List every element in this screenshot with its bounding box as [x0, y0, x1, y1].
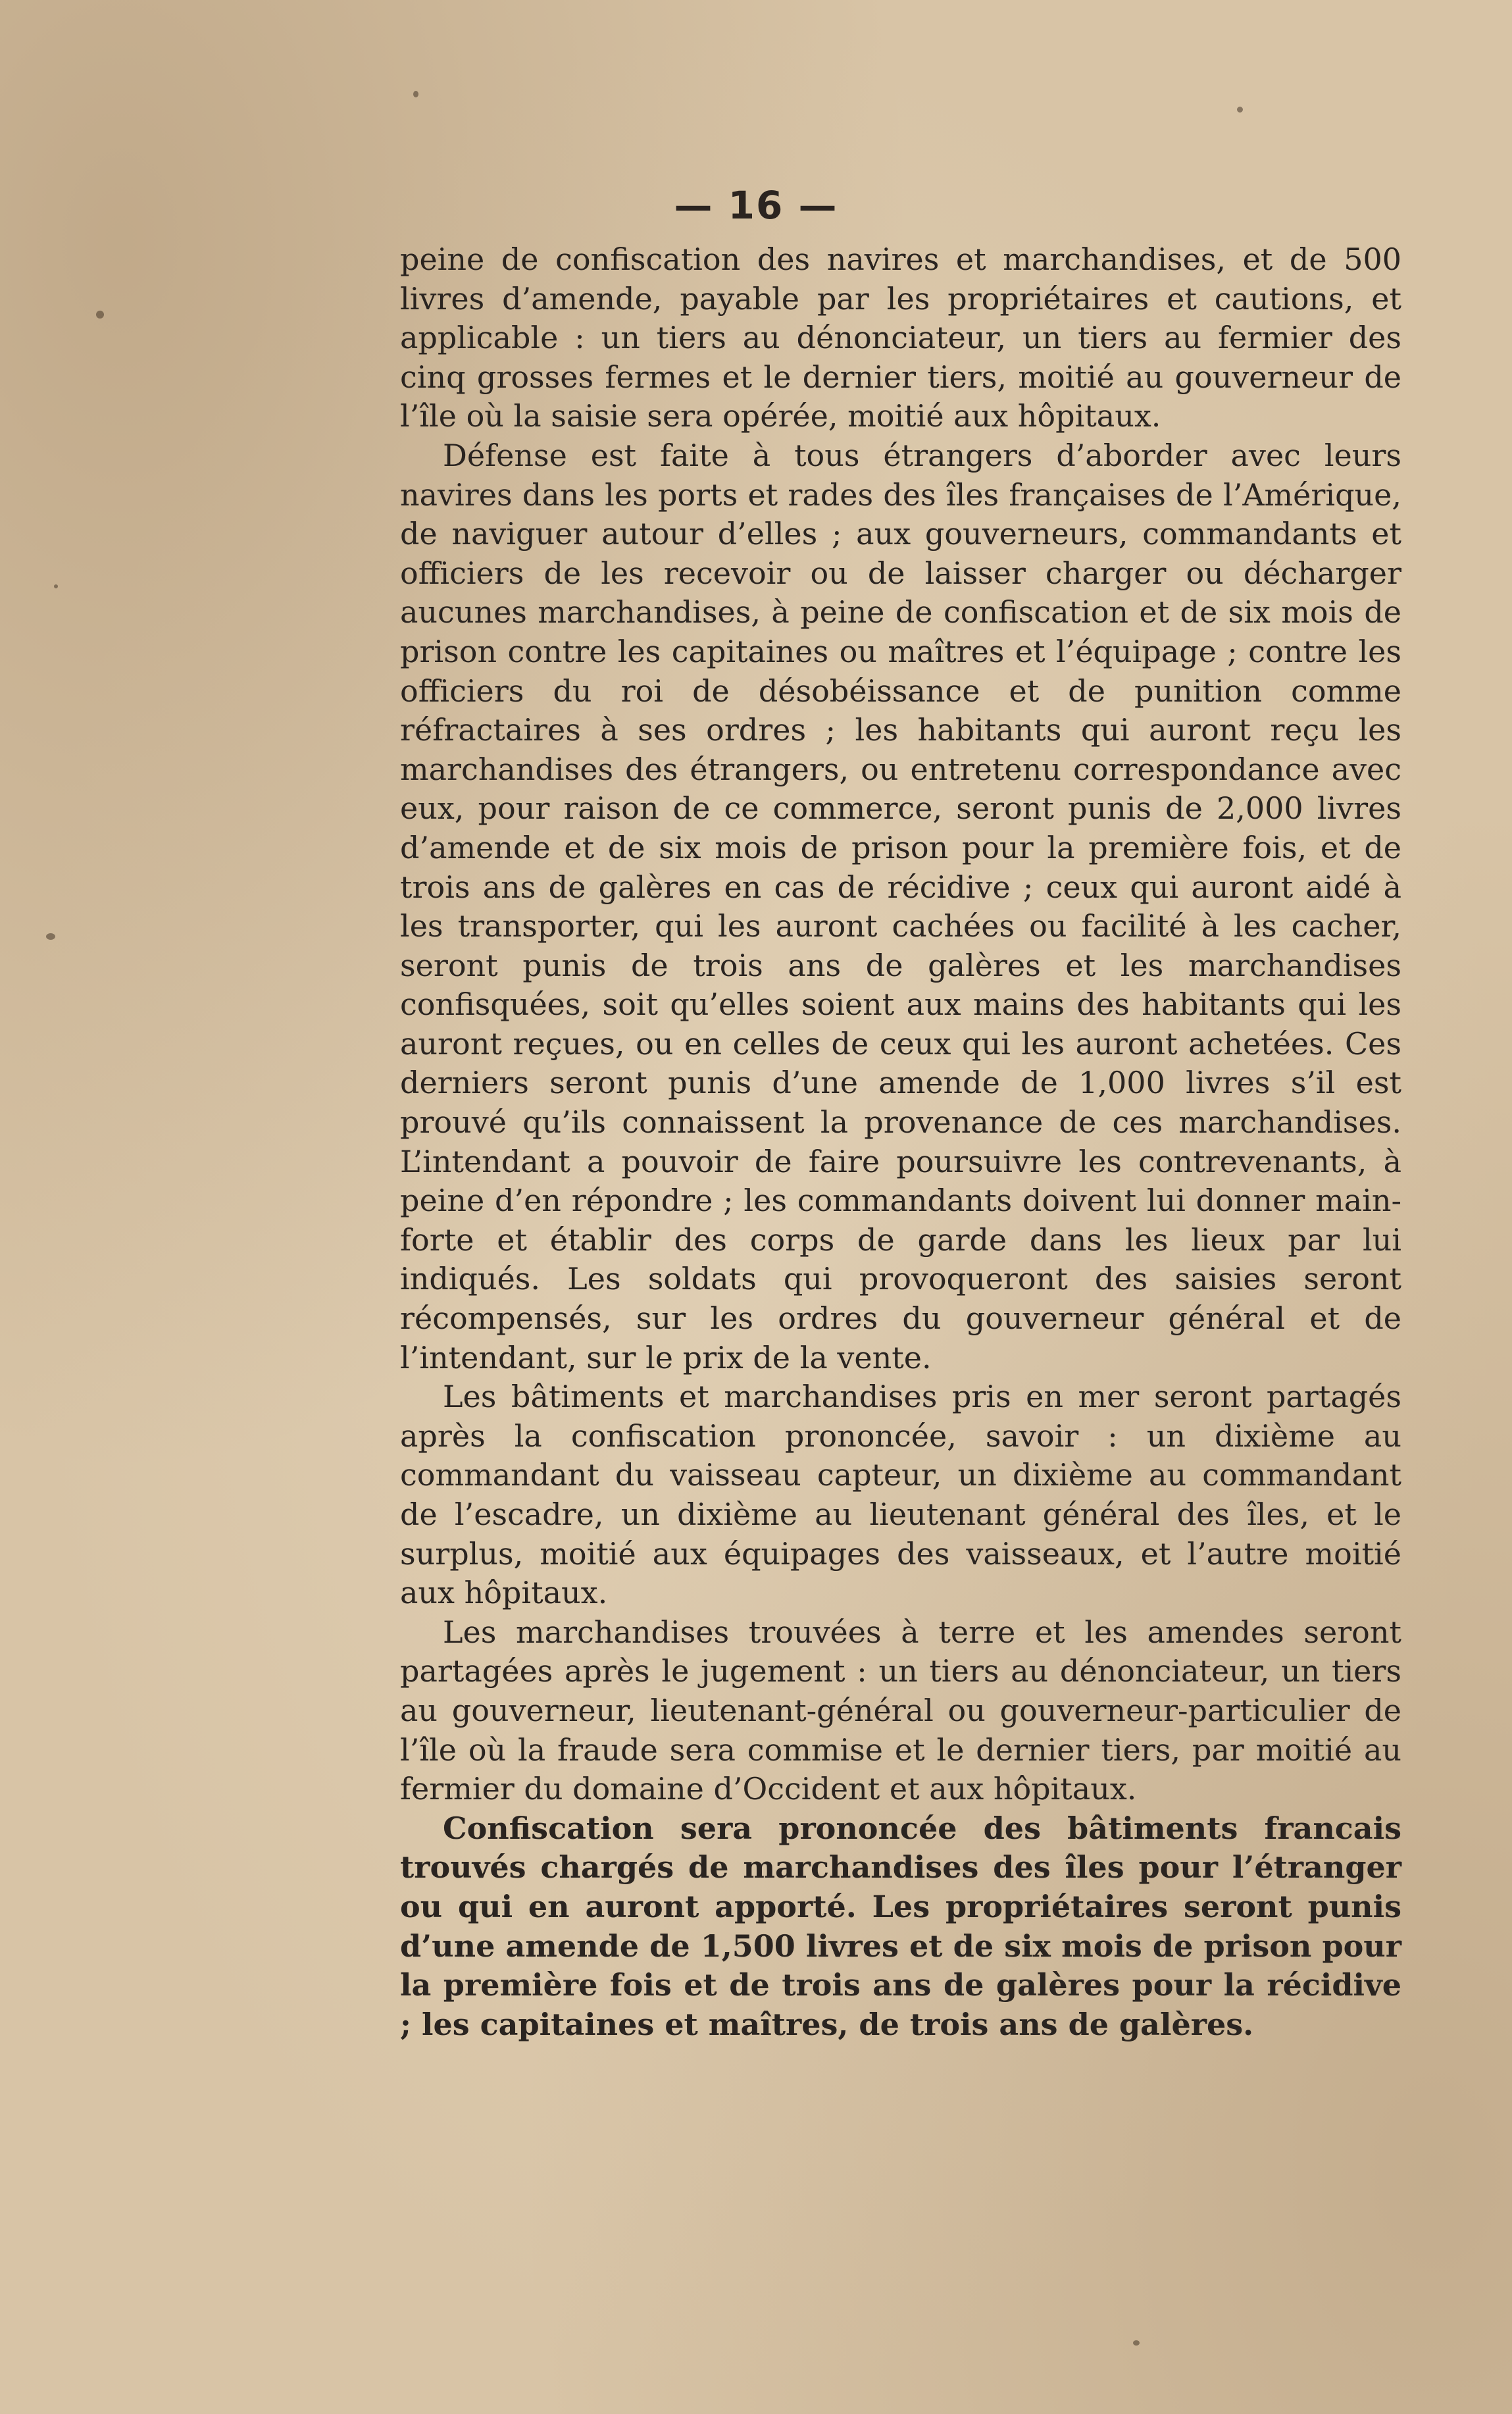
paper-speck [413, 91, 418, 97]
paper-speck [1237, 107, 1243, 113]
paper-speck [54, 584, 58, 588]
page-number: — 16 — [674, 183, 838, 228]
body-text [400, 240, 1401, 2044]
paragraph-french-vessels: Confiscation sera prononcée des bâtiments francais trouvés chargés de marchandises des îles pour l’étranger ou qui en auront apporté. Les propriétaires seront punis d’une amende de 1,500 livres et de six mois de prison pour la première fois et de trois ans de galères pour la récidive ; les capitaines et maîtres, de trois ans de galères. [400, 1810, 1401, 2042]
paragraph-confiscation-penalty: peine de confiscation des navires et marchandises, et de 500 livres d’amende, payable par les propriétaires et cautions, et applicable : un tiers au dénonciateur, un tiers au fermier des cinq grosses fermes et le dernier tiers, moitié au gouverneur de l’île où la saisie sera opérée, moitié aux hôpitaux. [400, 242, 1401, 434]
paragraph-sea-seizures: Les bâtiments et marchandises pris en mer seront partagés après la confiscation prononcée, savoir : un dixième au commandant du vaisseau capteur, un dixième au commandant de l’escadre, un dixième au lieutenant général des îles, et le surplus, moitié aux équipages des vaisseaux, et l’autre moitié aux hôpitaux. [400, 1379, 1401, 1611]
paper-speck [1133, 2340, 1140, 2346]
paper-speck [46, 933, 55, 940]
paragraph-land-seizures: Les marchandises trouvées à terre et les amendes seront partagées après le jugement : un tiers au dénonciateur, un tiers au gouverneur, lieutenant-général ou gouverneur-particulier de l’île où la fraude sera commise et le dernier tiers, par moitié au fermier du domaine d’Occident et aux hôpitaux. [400, 1614, 1401, 1807]
paragraph-foreigners-prohibition: Défense est faite à tous étrangers d’aborder avec leurs navires dans les ports et rades des îles françaises de l’Amérique, de naviguer autour d’elles ; aux gouverneurs, commandants et officiers de les recevoir ou de laisser charger ou décharger aucunes marchandises, à peine de confiscation et de six mois de prison contre les capitaines ou maîtres et l’équipage ; contre les officiers du roi de désobéissance et de punition comme réfractaires à ses ordres ; les habitants qui auront reçu les marchandises des étrangers, ou entretenu correspondance avec eux, pour raison de ce commerce, seront punis de 2,000 livres d’amende et de six mois de prison pour la première fois, et de trois ans de galères en cas de récidive ; ceux qui auront aidé à les transporter, qui les auront cachées ou facilité à les cacher, seront punis de trois ans de galères et les marchandises confisquées, soit qu’elles soient aux mains des habitants qui les auront reçues, ou en celles de ceux qui les auront achetées. Ces derniers seront punis d’une amende de 1,000 livres s’il est prouvé qu’ils connaissent la provenance de ces marchandises. L’intendant a pouvoir de faire poursuivre les contrevenants, à peine d’en répondre ; les commandants doivent lui donner main-forte et établir des corps de garde dans les lieux par lui indiqués. Les soldats qui provoqueront des saisies seront récompensés, sur les ordres du gouverneur général et de l’intendant, sur le prix de la vente. [400, 437, 1401, 1375]
paper-speck [96, 311, 104, 319]
